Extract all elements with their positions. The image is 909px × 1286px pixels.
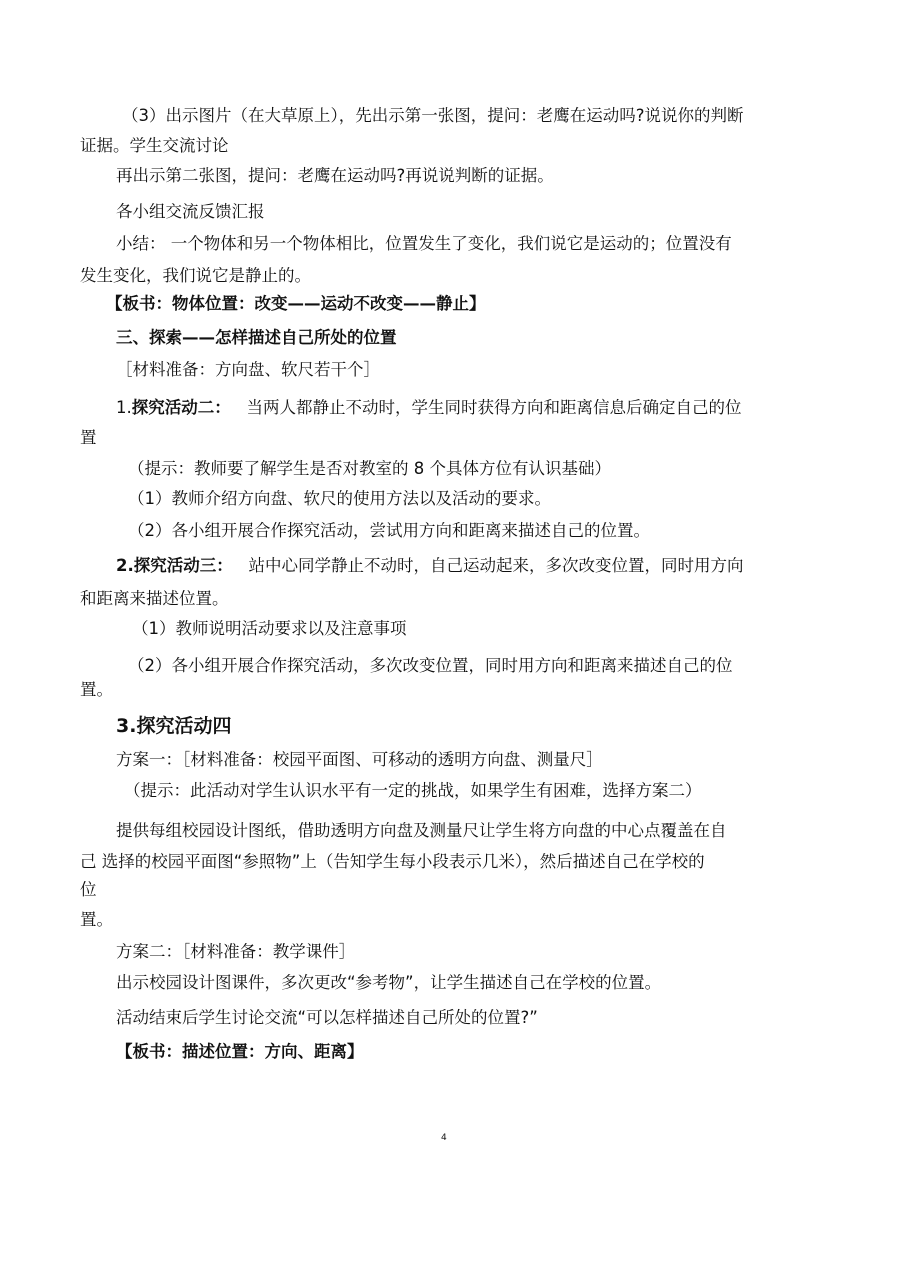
activity-three-line [116, 554, 851, 578]
text-line: 小结： 一个物体和另一个物体相比，位置发生了变化，我们说它是运动的；位置没有 [116, 234, 732, 253]
text-line: 出示校园设计图课件，多次更改“参考物”，让学生描述自己在学校的位置。 [116, 973, 662, 992]
text-line: 置。 [80, 680, 113, 699]
page-number: 4 [441, 1133, 447, 1143]
board-note: 【板书：描述位置：方向、距离】 [116, 1042, 364, 1061]
text-line: 方案一：［材料准备：校园平面图、可移动的透明方向盘、测量尺］ [116, 750, 603, 769]
text-line: 再出示第二张图，提问：老鹰在运动吗?再说说判断的证据。 [116, 166, 554, 185]
board-note: 【板书：物体位置：改变——运动不改变——静止】 [106, 294, 486, 313]
text-line: （提示：此活动对学生认识水平有一定的挑战，如果学生有困难，选择方案二） [124, 781, 702, 800]
text-line: （2）各小组开展合作探究活动，多次改变位置，同时用方向和距离来描述自己的位 [128, 656, 733, 675]
activity-two-line [116, 396, 851, 420]
text-line: 发生变化，我们说它是静止的。 [80, 266, 311, 285]
text-line: （3）出示图片（在大草原上），先出示第一张图，提问：老鹰在运动吗?说说你的判断 [122, 106, 744, 125]
text-line: 方案二：［材料准备：教学课件］ [116, 942, 356, 961]
activity-title: 2.探究活动三： [116, 556, 233, 575]
text-line: 己 选择的校园平面图“参照物”上（告知学生每小段表示几米），然后描述自己在学校的 [80, 852, 705, 871]
activity-text: 站中心同学静止不动时，自己运动起来，多次改变位置，同时用方向 [248, 556, 744, 575]
text-line: 证据。学生交流讨论 [80, 136, 229, 155]
text-line: 和距离来描述位置。 [80, 589, 229, 608]
text-line: 置。 [80, 910, 113, 929]
section-heading: 三、探索——怎样描述自己所处的位置 [116, 328, 397, 347]
text-line: （1）教师介绍方向盘、软尺的使用方法以及活动的要求。 [128, 489, 551, 508]
text-line: 置 [80, 428, 97, 447]
text-line: 提供每组校园设计图纸，借助透明方向盘及测量尺让学生将方向盘的中心点覆盖在自 [116, 821, 727, 840]
activity-four-heading: 3.探究活动四 [116, 715, 232, 737]
text-line: （提示：教师要了解学生是否对教室的 8 个具体方位有认识基础） [128, 459, 611, 478]
activity-text: 当两人都静止不动时，学生同时获得方向和距离信息后确定自己的位 [246, 398, 742, 417]
text-line: （2）各小组开展合作探究活动，尝试用方向和距离来描述自己的位置。 [128, 521, 650, 540]
text-line: ［材料准备：方向盘、软尺若干个］ [116, 360, 380, 379]
text-line: 活动结束后学生讨论交流“可以怎样描述自己所处的位置?” [116, 1008, 538, 1027]
item-number: 1. [116, 398, 132, 417]
text-line: 位 [80, 880, 97, 899]
activity-title: 探究活动二： [131, 398, 231, 417]
text-line: （1）教师说明活动要求以及注意事项 [132, 619, 407, 638]
text-line: 各小组交流反馈汇报 [116, 202, 265, 221]
